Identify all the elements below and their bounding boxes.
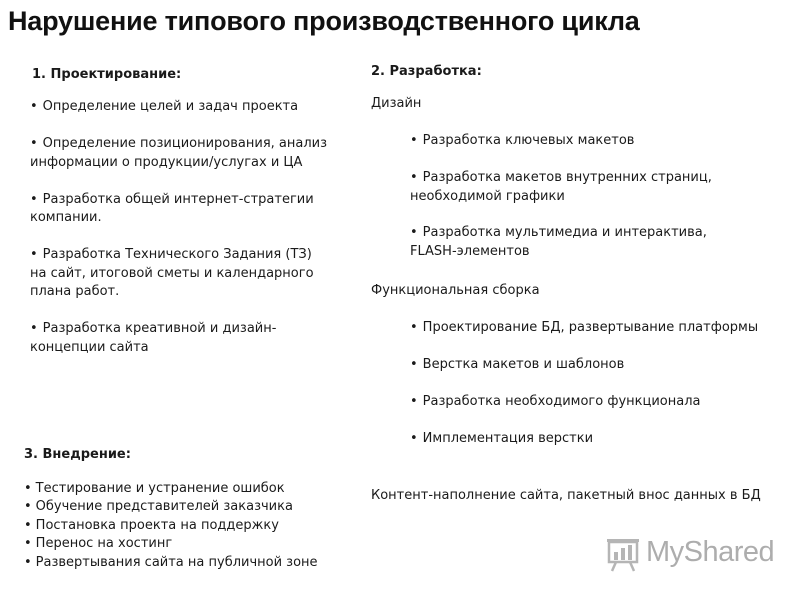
list-item: • Разработка необходимого функционала (410, 394, 701, 409)
bullet-icon: • (30, 191, 38, 207)
section-heading-design-planning: 1. Проектирование: (32, 67, 182, 82)
list-item: • Постановка проекта на поддержку (24, 517, 279, 533)
bullet-icon: • (30, 247, 38, 262)
content-line: Контент-наполнение сайта, пакетный внос данных в БД (371, 488, 761, 503)
list-item: • Определение позиционирования, анализ информации о продукции/услугах и ЦА (30, 136, 328, 170)
list-item: • Верстка макетов и шаблонов (410, 357, 625, 372)
bullet-icon: • (410, 225, 418, 240)
list-item: • Обучение представителей заказчика (24, 499, 293, 515)
list-item: • Разработка Технического Задания (ТЗ) на сайт, итоговой сметы и календарного плана работ. (30, 247, 314, 299)
section-heading-deployment: 3. Внедрение: (24, 447, 131, 462)
section-heading-development: 2. Разработка: (371, 64, 482, 79)
bullet-icon: • (24, 536, 32, 552)
bullet-icon: • (410, 320, 418, 335)
bullet-icon: • (24, 481, 32, 496)
bullet-icon: • (24, 517, 32, 533)
bullet-icon: • (30, 321, 38, 336)
page-title: Нарушение типового производственного цикла (8, 6, 640, 36)
bullet-icon: • (410, 133, 418, 148)
assembly-label: Функциональная сборка (371, 283, 540, 298)
bullet-icon: • (24, 499, 32, 515)
presentation-board-icon (606, 538, 640, 572)
bullet-icon: • (410, 357, 418, 372)
list-item: • Развертывания сайта на публичной зоне (24, 554, 318, 570)
list-item: • Определение целей и задач проекта (30, 99, 299, 114)
bullet-icon: • (410, 170, 418, 185)
bullet-icon: • (24, 554, 32, 570)
list-item: • Тестирование и устранение ошибок (24, 481, 285, 496)
list-item: • Имплементация верстки (410, 431, 594, 446)
section1-list (30, 98, 330, 376)
bullet-icon: • (30, 99, 38, 114)
section3-list (24, 480, 318, 572)
list-item: • Разработка креативной и дизайн-концепции сайта (30, 321, 277, 355)
bullet-icon: • (30, 136, 38, 151)
logo-text: MyShared (646, 536, 775, 568)
list-item: • Разработка макетов внутренних страниц, необходимой графики (410, 170, 712, 204)
list-item: • Проектирование БД, развертывание платформы (410, 320, 759, 335)
list-item: • Разработка общей интернет-стратегии компании. (30, 191, 314, 225)
bullet-icon: • (410, 431, 418, 446)
design-label: Дизайн (371, 96, 422, 111)
list-item: • Разработка ключевых макетов (410, 133, 635, 148)
list-item: • Перенос на хостинг (24, 536, 173, 552)
bullet-icon: • (410, 394, 418, 409)
list-item: • Разработка мультимедиа и интерактива, FLASH-элементов (410, 225, 707, 259)
myshared-logo (606, 534, 775, 574)
